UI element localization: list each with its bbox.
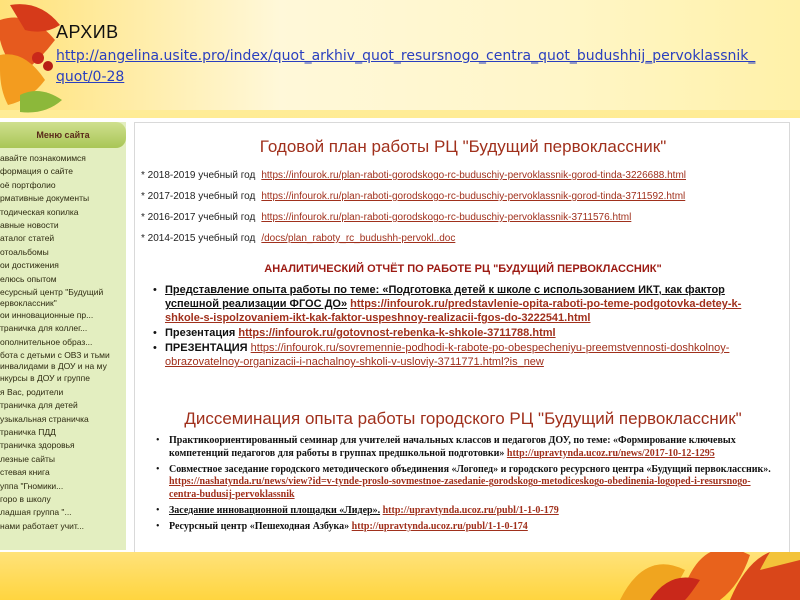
sidebar-item[interactable]: траничка для коллег... xyxy=(0,323,88,334)
sidebar-item[interactable]: ои инновационные пр... xyxy=(0,310,94,321)
report-link[interactable]: https://infourok.ru/predstavlenie-opita-raboti-po-teme-podgotovka-detey-k-shkole-s-ispolzovaniem-ikt-kak-faktor-uspeshnoy-realizacii-fgos-do-3222541.html xyxy=(165,298,742,324)
website-screenshot xyxy=(0,118,800,552)
plan-row xyxy=(141,228,781,249)
plan-link[interactable]: /docs/plan_raboty_rc_budushh-pervokl..doc xyxy=(261,233,456,244)
sidebar-item[interactable]: я Вас, родители xyxy=(0,386,64,397)
report-item xyxy=(153,326,775,340)
plan-row xyxy=(141,207,781,228)
sidebar-item[interactable]: ладшая группа "... xyxy=(0,507,72,518)
dissemination-item xyxy=(156,435,779,461)
sidebar-item[interactable]: бота с детьми с ОВЗ и тьми инвалидами в ДОУ и на му xyxy=(0,350,110,371)
dissemination-link[interactable]: http://upravtynda.ucoz.ru/news/2017-10-12-1295 xyxy=(506,447,715,459)
report-list xyxy=(153,283,775,370)
bullet-icon: • xyxy=(156,504,160,516)
sidebar-item[interactable]: траничка ПДД xyxy=(0,426,56,437)
sidebar-item[interactable]: елюсь опытом xyxy=(0,273,57,284)
bullet-icon: • xyxy=(153,284,157,296)
report-item xyxy=(153,283,775,325)
sidebar-item[interactable]: нкурсы в ДОУ и группе xyxy=(0,373,90,384)
report-item-label: Презентация xyxy=(165,327,236,339)
report-item-label: ПРЕЗЕНТАЦИЯ xyxy=(165,342,248,354)
sidebar-item[interactable]: оё портфолио xyxy=(0,179,56,190)
dissemination-item xyxy=(156,520,779,534)
archive-header xyxy=(56,22,756,88)
archive-link[interactable]: http://angelina.usite.pro/index/quot_arkhiv_quot_resursnogo_centra_quot_budushhij_pervoklassnik_quot/0-28 xyxy=(56,48,756,85)
sidebar-item[interactable]: тодическая копилка xyxy=(0,206,79,217)
sidebar-item[interactable]: горо в школу xyxy=(0,493,51,504)
report-item-label: Представление опыта работы по теме: «Подготовка детей к школе с использованием ИКТ, как фактор успешной реализации ФГОС ДО» xyxy=(165,284,725,310)
plan-year-label: * 2014-2015 учебный год xyxy=(141,233,256,244)
sidebar-item[interactable]: траничка для детей xyxy=(0,400,78,411)
sidebar-item[interactable]: уппа "Гномики... xyxy=(0,480,64,491)
dissemination-item xyxy=(156,463,779,502)
sidebar-header: Меню сайта xyxy=(0,122,126,148)
dissemination-item-label: Совместное заседание городского методического объединения «Логопед» и городского ресурсного центра «Будущий первоклассник». xyxy=(169,463,771,475)
sidebar-item[interactable]: есурсный центр "Будущий ервоклассник" xyxy=(0,287,104,308)
plan-link[interactable]: https://infourok.ru/plan-raboti-gorodskogo-rc-buduschiy-pervoklassnik-gorod-tinda-3226688.html xyxy=(261,170,687,181)
sidebar-item[interactable]: ополнительное образ... xyxy=(0,336,93,347)
bullet-icon: • xyxy=(156,520,160,532)
sidebar-item[interactable]: отоальбомы xyxy=(0,246,49,257)
report-link[interactable]: https://infourok.ru/sovremennie-podhodi-k-rabote-po-obespecheniyu-preemstvennosti-doshkolnoy-obrazovatelnoy-organizacii-i-nachalnoy-shkoli-v-usloviy-3711771.html?is_new xyxy=(165,342,730,368)
bullet-icon: • xyxy=(156,463,160,475)
dissemination-link[interactable]: http://upravtynda.ucoz.ru/publ/1-1-0-174 xyxy=(351,520,528,532)
plan-year-label: * 2016-2017 учебный год xyxy=(141,212,256,223)
sidebar-item[interactable]: лезные сайты xyxy=(0,453,56,464)
report-heading: АНАЛИТИЧЕСКИЙ ОТЧЁТ ПО РАБОТЕ РЦ "БУДУЩИЙ ПЕРВОКЛАССНИК" xyxy=(264,263,662,275)
bullet-icon: • xyxy=(156,435,160,446)
sidebar-item[interactable]: рмативные документы xyxy=(0,193,90,204)
sidebar-item[interactable]: стевая книга xyxy=(0,467,50,478)
sidebar-item[interactable]: авные новости xyxy=(0,220,59,231)
dissemination-list xyxy=(156,435,779,537)
plan-link[interactable]: https://infourok.ru/plan-raboti-gorodskogo-rc-buduschiy-pervoklassnik-3711576.html xyxy=(261,212,632,223)
archive-title: АРХИВ xyxy=(56,22,119,42)
plan-link[interactable]: https://infourok.ru/plan-raboti-gorodskogo-rc-buduschiy-pervoklassnik-gorod-tinda-3711592.html xyxy=(261,191,686,202)
dissemination-link[interactable]: https://nashatynda.ru/news/view?id=v-tynde-proslo-sovmestnoe-zasedanie-gorodskogo-metodiceskogo-obedinenia-logoped-i-resursnogo-centra-budusij-pervoklassnik xyxy=(169,476,751,501)
plan-row xyxy=(141,165,781,186)
sidebar-item[interactable]: нами работает учит... xyxy=(0,520,84,531)
sidebar-item[interactable]: авайте познакомимся xyxy=(0,153,86,163)
sidebar-menu xyxy=(0,122,126,550)
plan-heading: Годовой план работы РЦ "Будущий первоклассник" xyxy=(259,137,667,156)
sidebar-item[interactable]: траничка здоровья xyxy=(0,440,75,451)
report-item xyxy=(153,341,775,369)
dissemination-item-label: Заседание инновационной площадки «Лидер». xyxy=(169,504,381,516)
report-link[interactable]: https://infourok.ru/gotovnost-rebenka-k-shkole-3711788.html xyxy=(238,327,556,339)
sidebar-item[interactable]: узыкальная страничка xyxy=(0,413,89,424)
plan-row xyxy=(141,186,781,207)
plan-list xyxy=(141,165,781,249)
dissemination-item-label: Ресурсный центр «Пешеходная Азбука» xyxy=(169,520,350,532)
sidebar-item[interactable]: ои достижения xyxy=(0,260,59,271)
dissemination-heading: Диссеминация опыта работы городского РЦ "Будущий первоклассник" xyxy=(184,409,742,428)
bullet-icon: • xyxy=(153,327,157,339)
sidebar-item[interactable]: формация о сайте xyxy=(0,166,73,177)
sidebar-item[interactable]: аталог статей xyxy=(0,233,55,244)
dissemination-link[interactable]: http://upravtynda.ucoz.ru/publ/1-1-0-179 xyxy=(382,504,559,516)
plan-year-label: * 2018-2019 учебный год xyxy=(141,170,256,181)
plan-year-label: * 2017-2018 учебный год xyxy=(141,191,256,202)
bullet-icon: • xyxy=(153,342,157,354)
dissemination-item xyxy=(156,504,779,518)
dissemination-item-label: Практикоориентированный семинар для учителей начальных классов и педагогов ДОУ, по теме: «Формирование ключевых компетенций педагогов для работы в группах предшкольной подготовки» xyxy=(169,435,736,459)
main-content xyxy=(134,122,790,552)
